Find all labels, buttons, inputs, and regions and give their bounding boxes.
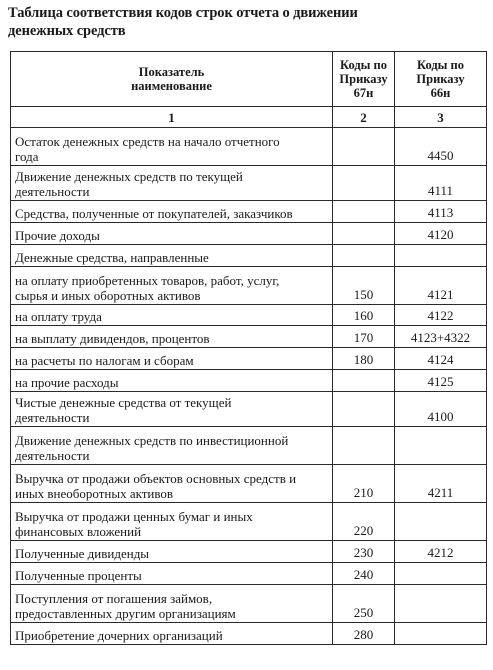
row-code-67n: 170	[333, 326, 395, 348]
row-code-66n: 4450	[395, 128, 487, 166]
row-indicator-line-1: на прочие расходы	[15, 375, 119, 390]
table-row	[11, 503, 487, 541]
table-row	[11, 370, 487, 392]
header-67n-line-3: 67н	[353, 86, 374, 100]
row-code-66n	[395, 245, 487, 267]
row-code-66n: 4121	[395, 267, 487, 305]
row-indicator-line-2: деятельности	[15, 184, 90, 199]
row-indicator-line-1: на выплату дивидендов, процентов	[15, 331, 210, 346]
row-code-66n	[395, 427, 487, 465]
row-indicator-line-1: на оплату труда	[15, 309, 102, 324]
row-code-67n	[333, 223, 395, 245]
row-code-66n: 4125	[395, 370, 487, 392]
row-indicator-cell	[11, 370, 333, 392]
row-code-67n: 280	[333, 623, 395, 645]
table-row	[11, 267, 487, 305]
row-indicator-cell	[11, 585, 333, 623]
row-indicator-line-2: деятельности	[15, 410, 90, 425]
column-number-2: 2	[333, 107, 395, 128]
row-indicator-cell	[11, 128, 333, 166]
row-indicator-cell	[11, 245, 333, 267]
row-indicator-line-2: сырья и иных оборотных активов	[15, 288, 201, 303]
table-row	[11, 245, 487, 267]
row-indicator-line-2: предоставленных другим организациям	[15, 606, 236, 621]
row-indicator-line-1: Остаток денежных средств на начало отчетного	[15, 134, 280, 149]
table-row	[11, 465, 487, 503]
header-indicator	[11, 52, 333, 107]
row-indicator-line-1: Денежные средства, направленные	[15, 250, 209, 265]
row-indicator-cell	[11, 392, 333, 427]
row-code-66n	[395, 503, 487, 541]
table-row	[11, 348, 487, 370]
row-indicator-cell	[11, 201, 333, 223]
row-code-67n	[333, 370, 395, 392]
row-code-67n	[333, 128, 395, 166]
table-row	[11, 392, 487, 427]
table-row	[11, 541, 487, 563]
table-row	[11, 427, 487, 465]
row-indicator-line-1: Движение денежных средств по текущей	[15, 169, 243, 184]
row-indicator-cell	[11, 166, 333, 201]
row-code-66n	[395, 563, 487, 585]
table-row	[11, 166, 487, 201]
row-code-67n	[333, 392, 395, 427]
row-code-67n	[333, 201, 395, 223]
row-indicator-cell	[11, 563, 333, 585]
row-indicator-line-1: Прочие доходы	[15, 228, 100, 243]
row-indicator-line-2: финансовых вложений	[15, 524, 142, 539]
row-code-66n: 4122	[395, 305, 487, 326]
row-code-67n: 150	[333, 267, 395, 305]
header-codes-67n	[333, 52, 395, 107]
table-row	[11, 563, 487, 585]
row-code-67n: 160	[333, 305, 395, 326]
table-row	[11, 326, 487, 348]
row-indicator-cell	[11, 223, 333, 245]
row-code-67n	[333, 166, 395, 201]
row-indicator-line-2: иных внеоборотных активов	[15, 486, 174, 501]
row-code-67n: 240	[333, 563, 395, 585]
codes-table	[10, 51, 487, 645]
row-code-67n: 250	[333, 585, 395, 623]
row-code-66n	[395, 585, 487, 623]
row-indicator-line-1: Поступления от погашения займов,	[15, 591, 213, 606]
row-code-66n: 4212	[395, 541, 487, 563]
row-code-66n: 4111	[395, 166, 487, 201]
table-row	[11, 223, 487, 245]
row-code-66n: 4123+4322	[395, 326, 487, 348]
header-codes-66n	[395, 52, 487, 107]
row-indicator-line-1: Полученные дивиденды	[15, 546, 150, 561]
row-code-66n: 4211	[395, 465, 487, 503]
table-row	[11, 128, 487, 166]
row-indicator-cell	[11, 623, 333, 645]
row-indicator-cell	[11, 267, 333, 305]
row-code-66n: 4120	[395, 223, 487, 245]
row-indicator-line-2: деятельности	[15, 448, 90, 463]
row-indicator-line-1: Выручка от продажи ценных бумаг и иных	[15, 509, 253, 524]
row-code-67n: 230	[333, 541, 395, 563]
header-indicator-line-1: Показатель	[138, 65, 205, 79]
header-indicator-line-2: наименование	[131, 79, 212, 93]
row-indicator-line-1: Чистые денежные средства от текущей	[15, 395, 232, 410]
title-line-2: денежных средств	[8, 23, 126, 39]
column-number-3: 3	[395, 107, 487, 128]
column-number-row	[11, 107, 487, 128]
row-indicator-line-1: Движение денежных средств по инвестиционной	[15, 433, 289, 448]
row-indicator-cell	[11, 465, 333, 503]
row-indicator-line-1: Выручка от продажи объектов основных средств и	[15, 471, 297, 486]
row-code-66n	[395, 623, 487, 645]
row-code-67n	[333, 245, 395, 267]
row-code-67n	[333, 427, 395, 465]
document-title	[8, 4, 478, 40]
row-indicator-line-1: на оплату приобретенных товаров, работ, услуг,	[15, 273, 280, 288]
header-67n-line-1: Коды по	[340, 58, 387, 72]
table-row	[11, 585, 487, 623]
row-indicator-line-1: на расчеты по налогам и сборам	[15, 353, 194, 368]
row-code-66n: 4113	[395, 201, 487, 223]
row-code-66n: 4100	[395, 392, 487, 427]
row-indicator-cell	[11, 503, 333, 541]
row-indicator-cell	[11, 541, 333, 563]
header-66n-line-2: Приказу	[416, 72, 465, 86]
row-indicator-cell	[11, 305, 333, 326]
row-indicator-cell	[11, 427, 333, 465]
row-indicator-cell	[11, 348, 333, 370]
row-indicator-line-1: Приобретение дочерних организаций	[15, 628, 223, 643]
row-code-67n: 210	[333, 465, 395, 503]
header-66n-line-3: 66н	[430, 86, 451, 100]
row-indicator-line-1: Полученные проценты	[15, 568, 142, 583]
table-row	[11, 201, 487, 223]
header-66n-line-1: Коды по	[417, 58, 464, 72]
table-row	[11, 305, 487, 326]
row-code-66n: 4124	[395, 348, 487, 370]
row-indicator-cell	[11, 326, 333, 348]
table-header-row	[11, 52, 487, 107]
title-line-1: Таблица соответствия кодов строк отчета о движении	[8, 5, 358, 21]
row-code-67n: 220	[333, 503, 395, 541]
row-indicator-line-1: Средства, полученные от покупателей, заказчиков	[15, 206, 293, 221]
row-code-67n: 180	[333, 348, 395, 370]
column-number-1: 1	[11, 107, 333, 128]
table-row	[11, 623, 487, 645]
row-indicator-line-2: года	[15, 149, 39, 164]
header-67n-line-2: Приказу	[339, 72, 388, 86]
